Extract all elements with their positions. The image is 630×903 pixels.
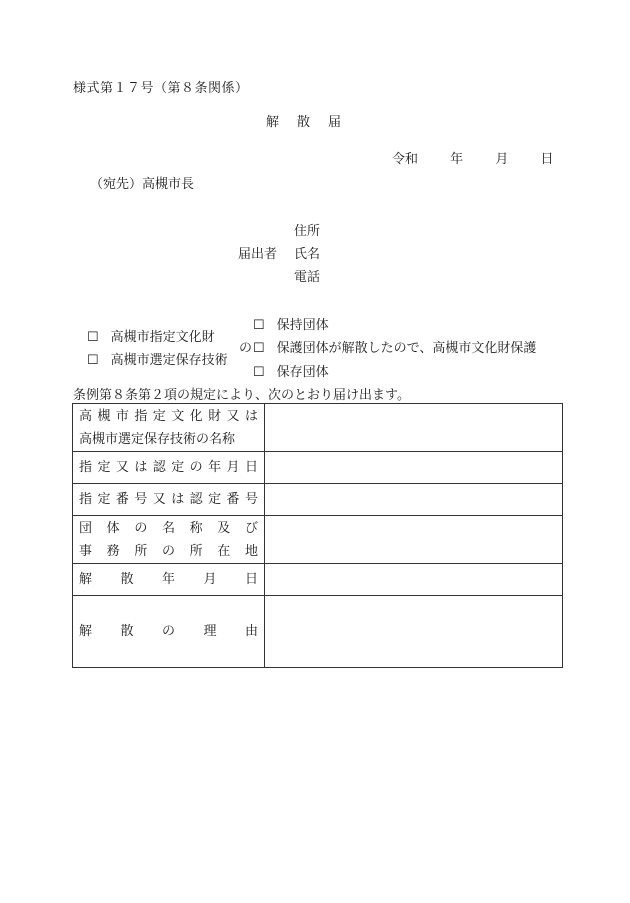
era-label: 令和	[392, 152, 419, 167]
option-designated-property	[87, 326, 215, 345]
label-line: 高 槻 市 指 定 文 化 財 又 は	[79, 408, 258, 424]
checkbox-preservation-group[interactable]: ☐	[253, 365, 265, 380]
row-label-dissolution-reason	[73, 596, 265, 668]
table-row	[73, 404, 563, 452]
value-designation-number[interactable]	[265, 484, 563, 516]
connector-particle: の	[239, 341, 253, 356]
option-label: 高槻市指定文化財	[110, 330, 215, 345]
row-label-property-name	[73, 404, 265, 452]
value-group-name-office[interactable]	[265, 516, 563, 564]
row-label-designation-number	[73, 484, 265, 516]
label-line: 団 体 の 名 称 及 び	[79, 520, 258, 536]
row-label-designation-date	[73, 452, 265, 484]
label-line: 指 定 番 号 又 は 認 定 番 号	[79, 492, 258, 507]
checkbox-designated-property[interactable]: ☐	[87, 330, 99, 345]
row-label-group-name-office	[73, 516, 265, 564]
table-row	[73, 596, 563, 668]
checkbox-protection-group[interactable]: ☐	[253, 341, 265, 356]
day-label: 日	[540, 152, 554, 167]
phone-label: 電話	[294, 270, 321, 285]
value-dissolution-date[interactable]	[265, 564, 563, 596]
notifier-label: 届出者	[238, 247, 278, 262]
option-selected-technique	[87, 349, 228, 368]
table-row	[73, 516, 563, 564]
checkbox-holding-group[interactable]: ☐	[253, 318, 265, 333]
option-label: 高槻市選定保存技術	[110, 353, 228, 368]
details-table	[72, 403, 563, 668]
label-line: 解 散 の 理 由	[79, 624, 258, 639]
option-label: 保存団体	[276, 365, 329, 380]
form-number: 様式第１７号（第８条関係）	[73, 81, 249, 96]
row-label-dissolution-date	[73, 564, 265, 596]
option-preservation-group	[253, 361, 329, 380]
value-property-name[interactable]	[265, 404, 563, 452]
date-line	[392, 148, 581, 167]
value-dissolution-reason[interactable]	[265, 596, 563, 668]
statement-text: 条例第８条第２項の規定により、次のとおり届け出ます。	[73, 388, 410, 403]
address-label: 住所	[294, 224, 321, 239]
option-holding-group	[253, 314, 329, 333]
label-line: 解 散 年 月 日	[79, 572, 258, 587]
addressee: （宛先）高槻市長	[90, 177, 195, 192]
table-row	[73, 484, 563, 516]
option-label: 保護団体が解散したので、高槻市文化財保護	[276, 341, 537, 356]
option-label: 保持団体	[276, 318, 329, 333]
year-label: 年	[450, 152, 464, 167]
name-label: 氏名	[294, 247, 321, 262]
label-line: 事 務 所 の 所 在 地	[79, 543, 258, 559]
label-line: 高槻市選定保存技術の名称	[79, 431, 236, 447]
document-title: 解散届	[266, 115, 360, 130]
checkbox-selected-technique[interactable]: ☐	[87, 353, 99, 368]
table-row	[73, 564, 563, 596]
month-label: 月	[495, 152, 509, 167]
label-line: 指 定 又 は 認 定 の 年 月 日	[79, 460, 258, 475]
table-row	[73, 452, 563, 484]
value-designation-date[interactable]	[265, 452, 563, 484]
option-protection-group	[253, 337, 536, 356]
